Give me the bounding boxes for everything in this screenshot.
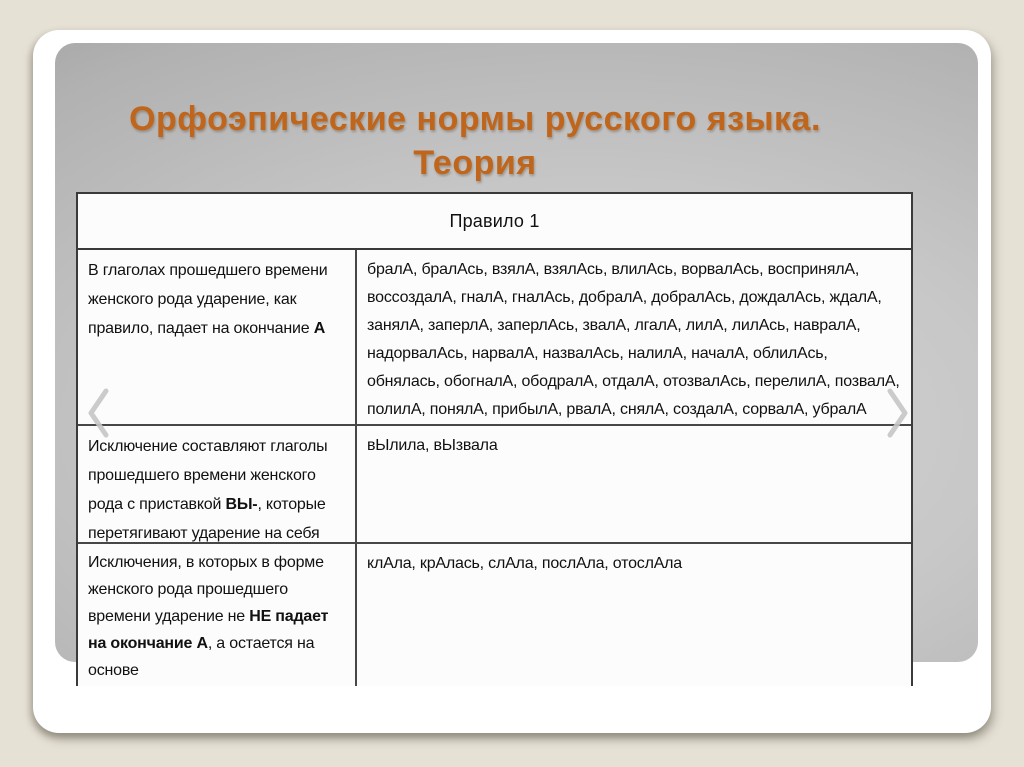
table-row — [78, 250, 911, 426]
chevron-left-icon — [84, 428, 112, 443]
table-header-label: Правило 1 — [449, 210, 540, 231]
prev-slide-button[interactable] — [84, 386, 112, 440]
rules-table — [76, 192, 913, 686]
examples-cell: бралА, бралАсь, взялА, взялАсь, влилАсь, ворвалАсь, воспринялА, воссоздалА, гналА, гналАсь, добралА, добралАсь, дождалАсь, ждалА, занялА, заперлА, заперлАсь, звалА, лгалА, лилА, лилАсь, навралА, надорвалАсь, нарвалА, назвалАсь, налилА, началА, облилАсь, обнялась, обогналА, ободралА, отдалА, отозвалАсь, перелилА, позвалА, полилА, понялА, прибылА, рвалА, снялА, создалА, сорвалА, убралА — [367, 261, 900, 418]
table-row — [78, 544, 911, 686]
examples-cell: вЫлила, вЫзвала — [367, 437, 498, 454]
slide-title-line-1: Орфоэпические нормы русского языка. — [129, 100, 821, 138]
table-row — [78, 426, 911, 544]
chevron-right-icon — [884, 428, 912, 443]
slide-title-line-2: Теория — [413, 144, 537, 182]
slide-title — [35, 97, 915, 185]
next-slide-button[interactable] — [884, 386, 912, 440]
rule-cell: Исключение составляют глаголы прошедшего времени женского рода с приставкой ВЫ-, которые перетягивают ударение на себя — [78, 426, 357, 542]
table-header — [78, 194, 911, 250]
rule-cell: В глаголах прошедшего времени женского рода ударение, как правило, падает на окончание А — [78, 250, 357, 424]
examples-cell: клАла, крАлась, слАла, послАла, отослАла — [367, 555, 683, 572]
rule-cell: Исключения, в которых в форме женского рода прошедшего времени ударение не НЕ падает на окончание А, а остается на основе — [78, 544, 357, 686]
